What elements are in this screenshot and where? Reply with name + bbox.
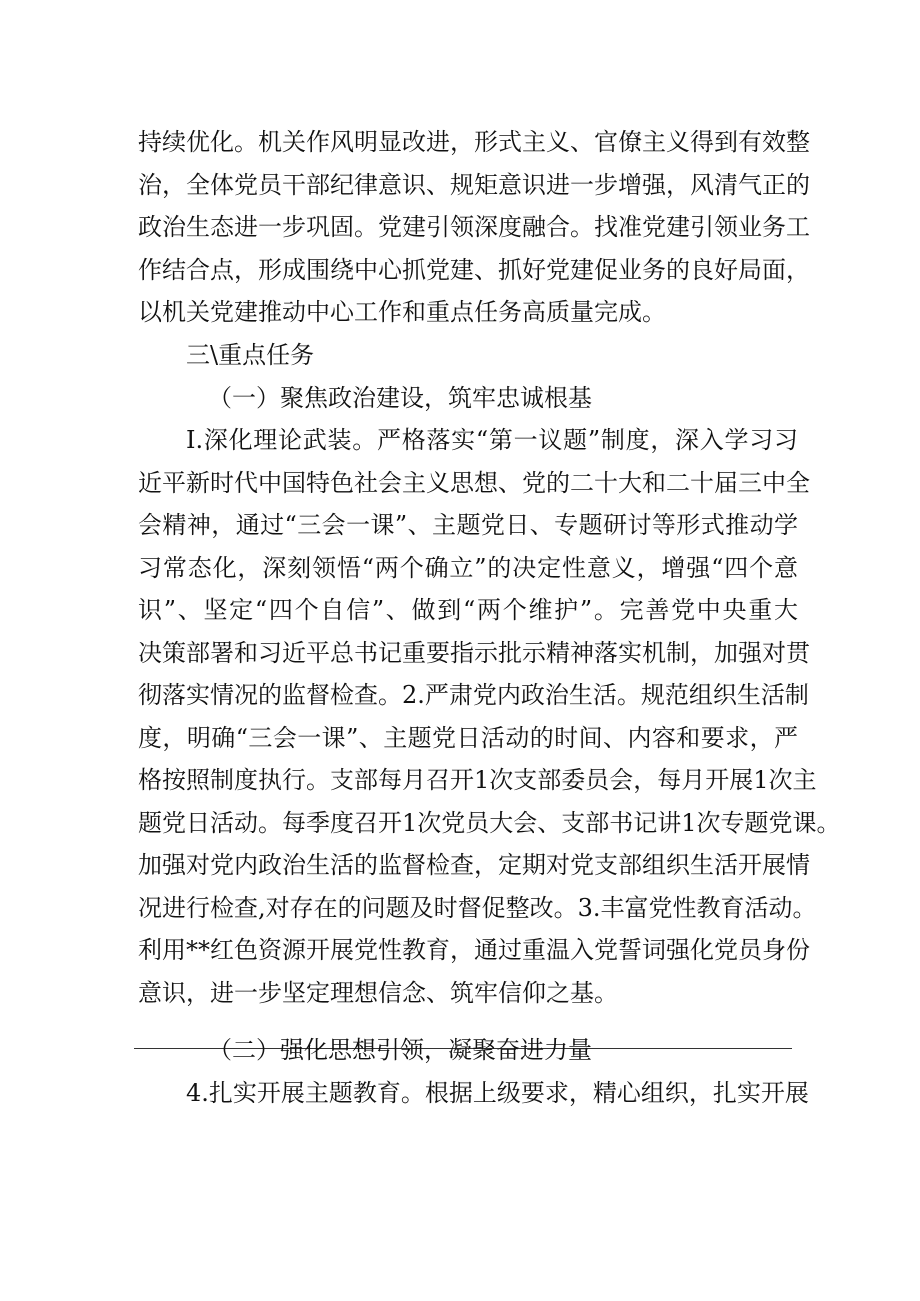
- paragraph-line: 决策部署和习近平总书记重要指示批示精神落实机制，加强对贯: [138, 639, 810, 667]
- paragraph-line: 持续优化。机关作风明显改进，形式主义、官僚主义得到有效整: [138, 128, 810, 156]
- paragraph-line: 作结合点，形成围绕中心抓党建、抓好党建促业务的良好局面，: [138, 256, 810, 284]
- paragraph-line: 况进行检查,对存在的问题及时督促整改。3.丰富党性教育活动。: [138, 894, 817, 922]
- paragraph-line: 题党日活动。每季度召开1次党员大会、支部书记讲1次专题党课。: [138, 809, 841, 837]
- paragraph-line: 彻落实情况的监督检查。2.严肃党内政治生活。规范组织生活制: [138, 681, 809, 709]
- paragraph-line: 以机关党建推动中心工作和重点任务高质量完成。: [138, 298, 666, 326]
- paragraph-line: 格按照制度执行。支部每月召开1次支部委员会，每月开展1次主: [138, 766, 817, 794]
- paragraph-line: I.深化理论武装。严格落实“第一议题”制度，深入学习习: [186, 426, 798, 454]
- paragraph-line: 政治生态进一步巩固。党建引领深度融合。找准党建引领业务工: [138, 213, 810, 241]
- paragraph-line: 会精神，通过“三会一课”、主题党日、专题研讨等形式推动学: [138, 511, 798, 539]
- section-heading: 三\重点任务: [186, 341, 315, 369]
- paragraph-line: 习常态化，深刻领悟“两个确立”的决定性意义，增强“四个意: [138, 554, 798, 582]
- subsection-heading-1: （一）聚焦政治建设，筑牢忠诚根基: [208, 384, 592, 412]
- paragraph-line: 近平新时代中国特色社会主义思想、党的二十大和二十届三中全: [138, 469, 810, 497]
- paragraph-line: 度，明确“三会一课”、主题党日活动的时间、内容和要求，严: [138, 724, 798, 752]
- paragraph-line: 治，全体党员干部纪律意识、规矩意识进一步增强，风清气正的: [138, 171, 810, 199]
- paragraph-line: 4.扎实开展主题教育。根据上级要求，精心组织，扎实开展: [186, 1079, 809, 1107]
- subsection-heading-2: （二）强化思想引领，凝聚奋进力量: [208, 1036, 592, 1064]
- paragraph-line: 识”、坚定“四个自信”、做到“两个维护”。完善党中央重大: [138, 596, 798, 624]
- paragraph-line: 意识，进一步坚定理想信念、筑牢信仰之基。: [138, 979, 618, 1007]
- paragraph-line: 加强对党内政治生活的监督检查，定期对党支部组织生活开展情: [138, 851, 810, 879]
- paragraph-line: 利用**红色资源开展党性教育，通过重温入党誓词强化党员身份: [138, 936, 810, 964]
